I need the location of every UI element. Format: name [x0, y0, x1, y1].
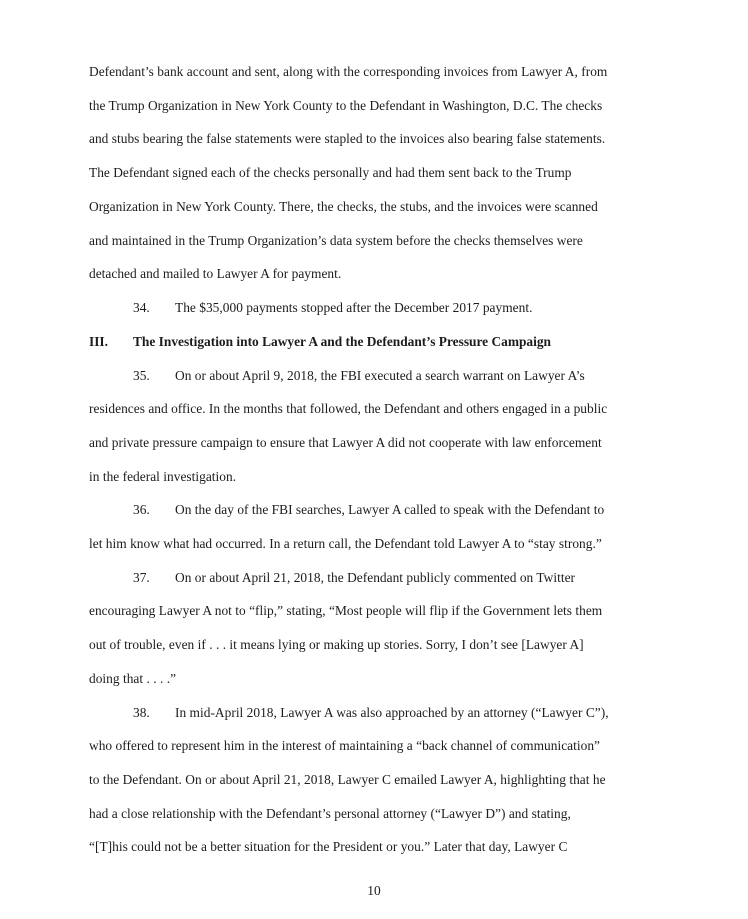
body-text-line: and stubs bearing the false statements were stapled to the invoices also bearing false statements.: [89, 131, 606, 146]
body-text-line: The Defendant signed each of the checks personally and had them sent back to the Trump: [89, 165, 572, 180]
body-text-line: In mid-April 2018, Lawyer A was also approached by an attorney (“Lawyer C”),: [175, 705, 609, 720]
paragraph-34: [133, 300, 532, 316]
body-text-line: detached and mailed to Lawyer A for payment.: [89, 266, 342, 281]
paragraph-35: [133, 368, 585, 384]
body-text-line: doing that . . . .”: [89, 671, 177, 686]
section-title: The Investigation into Lawyer A and the Defendant’s Pressure Campaign: [133, 334, 551, 349]
body-text-line: and private pressure campaign to ensure that Lawyer A did not cooperate with law enforcement: [89, 435, 602, 450]
section-heading: [89, 334, 551, 350]
body-text-line: let him know what had occurred. In a return call, the Defendant told Lawyer A to “stay strong.”: [89, 536, 602, 551]
body-text-line: in the federal investigation.: [89, 469, 237, 484]
body-text-line: Defendant’s bank account and sent, along with the corresponding invoices from Lawyer A, from: [89, 64, 608, 79]
body-text-line: On or about April 21, 2018, the Defendant publicly commented on Twitter: [175, 570, 576, 585]
section-number: III.: [89, 334, 108, 349]
body-text-line: and maintained in the Trump Organization’s data system before the checks themselves were: [89, 233, 583, 248]
body-text-line: had a close relationship with the Defendant’s personal attorney (“Lawyer D”) and stating,: [89, 806, 571, 821]
body-text-line: encouraging Lawyer A not to “flip,” stating, “Most people will flip if the Government lets them: [89, 603, 603, 618]
body-text-line: who offered to represent him in the interest of maintaining a “back channel of communication”: [89, 738, 601, 753]
body-text-line: Organization in New York County. There, the checks, the stubs, and the invoices were scanned: [89, 199, 598, 214]
body-text-line: the Trump Organization in New York County to the Defendant in Washington, D.C. The checks: [89, 98, 603, 113]
paragraph-number: 36.: [133, 502, 150, 517]
paragraph-number: 35.: [133, 368, 150, 383]
paragraph-number: 38.: [133, 705, 150, 720]
body-text-line: On the day of the FBI searches, Lawyer A called to speak with the Defendant to: [175, 502, 605, 517]
body-text-line: to the Defendant. On or about April 21, 2018, Lawyer C emailed Lawyer A, highlighting that he: [89, 772, 606, 787]
body-text-line: On or about April 9, 2018, the FBI executed a search warrant on Lawyer A’s: [175, 368, 585, 383]
paragraph-number: 37.: [133, 570, 150, 585]
paragraph-37: [133, 570, 575, 586]
body-text-line: out of trouble, even if . . . it means lying or making up stories. Sorry, I don’t see [Lawyer A]: [89, 637, 584, 652]
paragraph-36: [133, 502, 604, 518]
paragraph-38: [133, 705, 609, 721]
paragraph-number: 34.: [133, 300, 150, 315]
page-number: 10: [367, 883, 381, 898]
body-text-line: residences and office. In the months that followed, the Defendant and others engaged in a public: [89, 401, 608, 416]
body-text-line: The $35,000 payments stopped after the December 2017 payment.: [175, 300, 533, 315]
body-text-line: “[T]his could not be a better situation for the President or you.” Later that day, Lawyer C: [89, 839, 568, 854]
